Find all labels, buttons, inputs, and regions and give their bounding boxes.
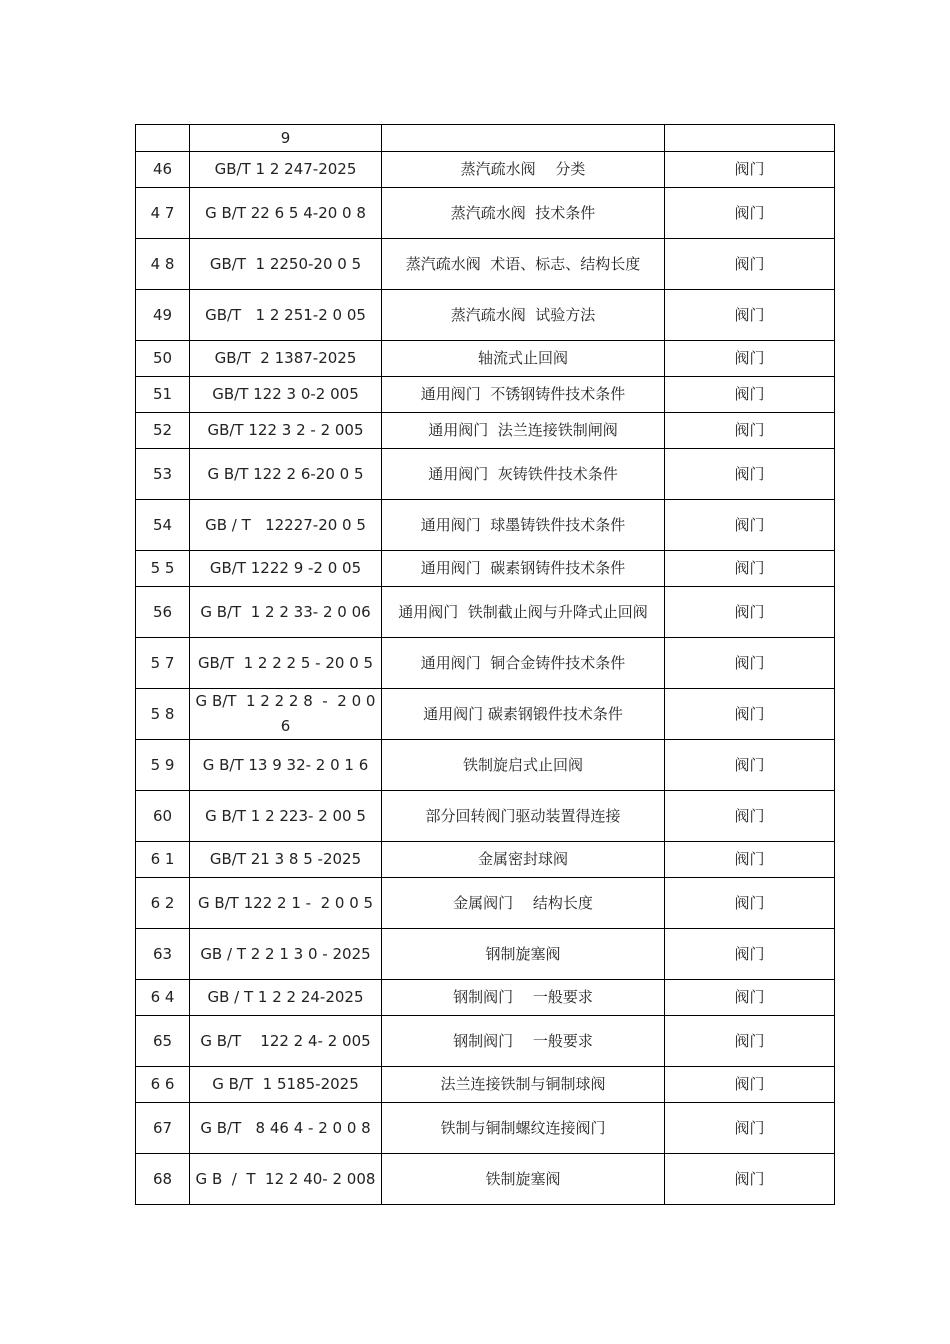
standard-code: GB/T 1222 9 -2 0 05 (190, 551, 382, 587)
category-cell: 阀门 (665, 449, 835, 500)
category-cell: 阀门 (665, 500, 835, 551)
table-row (136, 449, 835, 500)
category-cell: 阀门 (665, 290, 835, 341)
table-row (136, 587, 835, 638)
row-number: 4 7 (136, 188, 190, 239)
table-row (136, 290, 835, 341)
category-cell: 阀门 (665, 188, 835, 239)
standard-name: 金属密封球阀 (382, 842, 665, 878)
row-number: 4 8 (136, 239, 190, 290)
row-number: 65 (136, 1016, 190, 1067)
category-cell: 阀门 (665, 842, 835, 878)
standard-code: GB/T 1 2 2 2 5 - 20 0 5 (190, 638, 382, 689)
table-row (136, 188, 835, 239)
standard-code: GB / T 1 2 2 24-2025 (190, 980, 382, 1016)
table-row (136, 1067, 835, 1103)
standard-code: GB/T 2 1387-2025 (190, 341, 382, 377)
row-number: 5 7 (136, 638, 190, 689)
row-number (136, 125, 190, 152)
category-cell: 阀门 (665, 980, 835, 1016)
row-number: 67 (136, 1103, 190, 1154)
standard-name: 金属阀门 结构长度 (382, 878, 665, 929)
row-number: 50 (136, 341, 190, 377)
standard-name: 通用阀门 铁制截止阀与升降式止回阀 (382, 587, 665, 638)
standard-name: 通用阀门 不锈钢铸件技术条件 (382, 377, 665, 413)
category-cell: 阀门 (665, 638, 835, 689)
standard-name: 铁制与铜制螺纹连接阀门 (382, 1103, 665, 1154)
table-row (136, 341, 835, 377)
standard-code: G B / T 12 2 40- 2 008 (190, 1154, 382, 1205)
category-cell: 阀门 (665, 587, 835, 638)
standard-code: G B/T 1 5185-2025 (190, 1067, 382, 1103)
standard-name: 钢制阀门 一般要求 (382, 1016, 665, 1067)
standard-code: G B/T 1 2 2 2 8 - 2 0 06 (190, 689, 382, 740)
table-row (136, 878, 835, 929)
category-cell: 阀门 (665, 152, 835, 188)
category-cell: 阀门 (665, 929, 835, 980)
standard-code: GB/T 1 2 251-2 0 05 (190, 290, 382, 341)
standard-code: GB/T 122 3 2 - 2 005 (190, 413, 382, 449)
category-cell: 阀门 (665, 740, 835, 791)
row-number: 52 (136, 413, 190, 449)
category-cell: 阀门 (665, 341, 835, 377)
standard-code: G B/T 13 9 32- 2 0 1 6 (190, 740, 382, 791)
standard-code: G B/T 1 2 223- 2 00 5 (190, 791, 382, 842)
row-number: 68 (136, 1154, 190, 1205)
category-cell: 阀门 (665, 377, 835, 413)
standard-code: G B/T 122 2 6-20 0 5 (190, 449, 382, 500)
category-cell: 阀门 (665, 878, 835, 929)
category-cell: 阀门 (665, 791, 835, 842)
standard-code: GB/T 122 3 0-2 005 (190, 377, 382, 413)
table-row (136, 1103, 835, 1154)
row-number: 56 (136, 587, 190, 638)
table-row (136, 551, 835, 587)
table-row (136, 689, 835, 740)
category-cell: 阀门 (665, 1154, 835, 1205)
table-row (136, 500, 835, 551)
table-row (136, 1154, 835, 1205)
standards-table-body (136, 125, 835, 1205)
row-number: 49 (136, 290, 190, 341)
standard-name: 钢制阀门 一般要求 (382, 980, 665, 1016)
standard-code: GB/T 1 2 247-2025 (190, 152, 382, 188)
standard-code: GB / T 2 2 1 3 0 - 2025 (190, 929, 382, 980)
standard-name (382, 125, 665, 152)
category-cell: 阀门 (665, 239, 835, 290)
row-number: 60 (136, 791, 190, 842)
standard-code: G B/T 22 6 5 4-20 0 8 (190, 188, 382, 239)
row-number: 6 1 (136, 842, 190, 878)
row-number: 5 8 (136, 689, 190, 740)
table-row (136, 125, 835, 152)
standards-table (135, 124, 835, 1205)
standard-name: 铁制旋塞阀 (382, 1154, 665, 1205)
category-cell: 阀门 (665, 1067, 835, 1103)
table-row (136, 791, 835, 842)
standard-name: 铁制旋启式止回阀 (382, 740, 665, 791)
standard-name: 轴流式止回阀 (382, 341, 665, 377)
standard-name: 蒸汽疏水阀 术语、标志、结构长度 (382, 239, 665, 290)
standard-code: GB/T 1 2250-20 0 5 (190, 239, 382, 290)
standard-name: 部分回转阀门驱动装置得连接 (382, 791, 665, 842)
standard-code: G B/T 122 2 1 - 2 0 0 5 (190, 878, 382, 929)
row-number: 51 (136, 377, 190, 413)
table-row (136, 1016, 835, 1067)
standard-name: 通用阀门 灰铸铁件技术条件 (382, 449, 665, 500)
standard-name: 通用阀门 球墨铸铁件技术条件 (382, 500, 665, 551)
standard-name: 蒸汽疏水阀 分类 (382, 152, 665, 188)
category-cell: 阀门 (665, 1103, 835, 1154)
standard-code: 9 (190, 125, 382, 152)
standard-name: 法兰连接铁制与铜制球阀 (382, 1067, 665, 1103)
table-row (136, 842, 835, 878)
standard-code: GB / T 12227-20 0 5 (190, 500, 382, 551)
standard-name: 通用阀门 碳素钢锻件技术条件 (382, 689, 665, 740)
standard-name: 蒸汽疏水阀 试验方法 (382, 290, 665, 341)
standard-code: G B/T 122 2 4- 2 005 (190, 1016, 382, 1067)
category-cell: 阀门 (665, 413, 835, 449)
table-row (136, 980, 835, 1016)
standard-name: 通用阀门 铜合金铸件技术条件 (382, 638, 665, 689)
standard-code: GB/T 21 3 8 5 -2025 (190, 842, 382, 878)
row-number: 5 9 (136, 740, 190, 791)
row-number: 6 4 (136, 980, 190, 1016)
category-cell (665, 125, 835, 152)
standard-name: 通用阀门 法兰连接铁制闸阀 (382, 413, 665, 449)
category-cell: 阀门 (665, 1016, 835, 1067)
standard-code: G B/T 8 46 4 - 2 0 0 8 (190, 1103, 382, 1154)
standard-name: 蒸汽疏水阀 技术条件 (382, 188, 665, 239)
table-row (136, 152, 835, 188)
table-row (136, 413, 835, 449)
row-number: 54 (136, 500, 190, 551)
table-row (136, 377, 835, 413)
row-number: 6 2 (136, 878, 190, 929)
category-cell: 阀门 (665, 551, 835, 587)
standard-code: G B/T 1 2 2 33- 2 0 06 (190, 587, 382, 638)
standard-name: 通用阀门 碳素钢铸件技术条件 (382, 551, 665, 587)
row-number: 5 5 (136, 551, 190, 587)
table-row (136, 740, 835, 791)
standard-name: 钢制旋塞阀 (382, 929, 665, 980)
category-cell: 阀门 (665, 689, 835, 740)
table-row (136, 239, 835, 290)
row-number: 63 (136, 929, 190, 980)
table-row (136, 929, 835, 980)
table-row (136, 638, 835, 689)
row-number: 6 6 (136, 1067, 190, 1103)
row-number: 46 (136, 152, 190, 188)
row-number: 53 (136, 449, 190, 500)
